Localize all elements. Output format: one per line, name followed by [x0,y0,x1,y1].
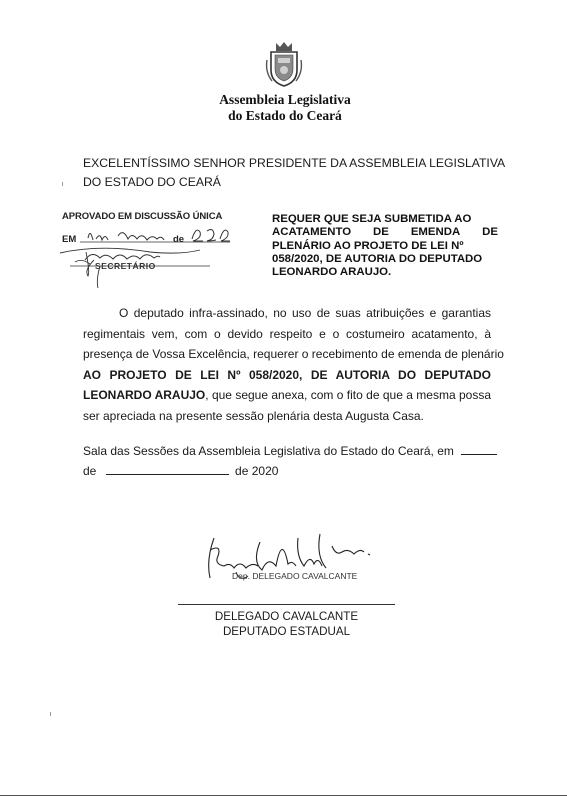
signer-block [178,609,395,639]
salutation-line-2: DO ESTADO DO CEARÁ [83,174,221,189]
closing-line-2 [83,461,503,481]
institution-name [180,92,390,124]
request-word: ACATAMENTO [272,226,352,239]
day-blank [461,442,497,455]
institution-line-1: Assembleia Legislativa [219,92,351,107]
approval-stamp-em-label: EM [62,234,77,245]
closing-year: de 2020 [235,464,279,478]
request-line-2 [272,226,498,239]
approval-stamp-handwriting [30,222,230,292]
request-line-1: REQUER QUE SEJA SUBMETIDA AO [272,213,472,225]
margin-mark [62,182,63,186]
request-word: DE [373,226,389,239]
margin-mark [50,712,51,716]
approval-stamp-de-label: de [173,234,185,245]
closing-de: de [83,464,97,478]
request-line-4: 058/2020, DE AUTORIA DO DEPUTADO [272,252,483,265]
closing-location: Sala das Sessões da Assembleia Legislativa do Estado do Ceará, em [83,444,454,458]
body-line-1: O deputado infra-assinado, no uso de suas atribuições e garantias [119,306,491,320]
request-word: DE [482,226,498,239]
state-coat-of-arms-icon [264,40,304,88]
request-word: EMENDA [410,226,461,239]
signer-title: DEPUTADO ESTADUAL [222,625,351,638]
signer-name: DELEGADO CAVALCANTE [214,610,359,623]
page-bottom-rule [0,795,567,796]
body-line-4 [83,365,491,386]
closing-line-1 [83,441,503,461]
approval-stamp-secretary-label: SECRETÁRIO [95,261,156,271]
bill-reference: AO PROJETO DE LEI Nº 058/2020, DE AUTORIA DO DEPUTADO [83,367,491,382]
body-line-5-rest: , que segue anexa, com o fito de que a mesma possa [205,388,491,402]
request-line-5: LEONARDO ARAUJO. [272,266,392,279]
author-name: LEONARDO ARAUJO [83,388,206,402]
body-line-5 [83,385,491,406]
institution-line-2: do Estado do Ceará [228,108,342,123]
request-line-3: PLENÁRIO AO PROJETO DE LEI Nº [272,239,464,252]
month-blank [106,462,229,475]
body-line-3: presença de Vossa Excelência, requerer o recebimento de emenda de plenário [83,347,504,361]
request-summary [272,213,498,279]
body-paragraph [83,303,504,426]
body-line-2: regimentais vem, com o devido respeito e o costumeiro acatamento, à [83,326,491,341]
signature-line [178,604,395,605]
salutation-line-1: EXCELENTÍSSIMO SENHOR PRESIDENTE DA ASSEMBLEIA LEGISLATIVA [83,156,506,170]
signature-caption: Dep. DELEGADO CAVALCANTE [232,571,358,581]
approval-stamp-title: APROVADO EM DISCUSSÃO ÚNICA [62,211,223,222]
body-line-6: ser apreciada na presente sessão plenária desta Augusta Casa. [83,408,424,423]
salutation [83,154,523,191]
closing-date-line [83,441,503,481]
